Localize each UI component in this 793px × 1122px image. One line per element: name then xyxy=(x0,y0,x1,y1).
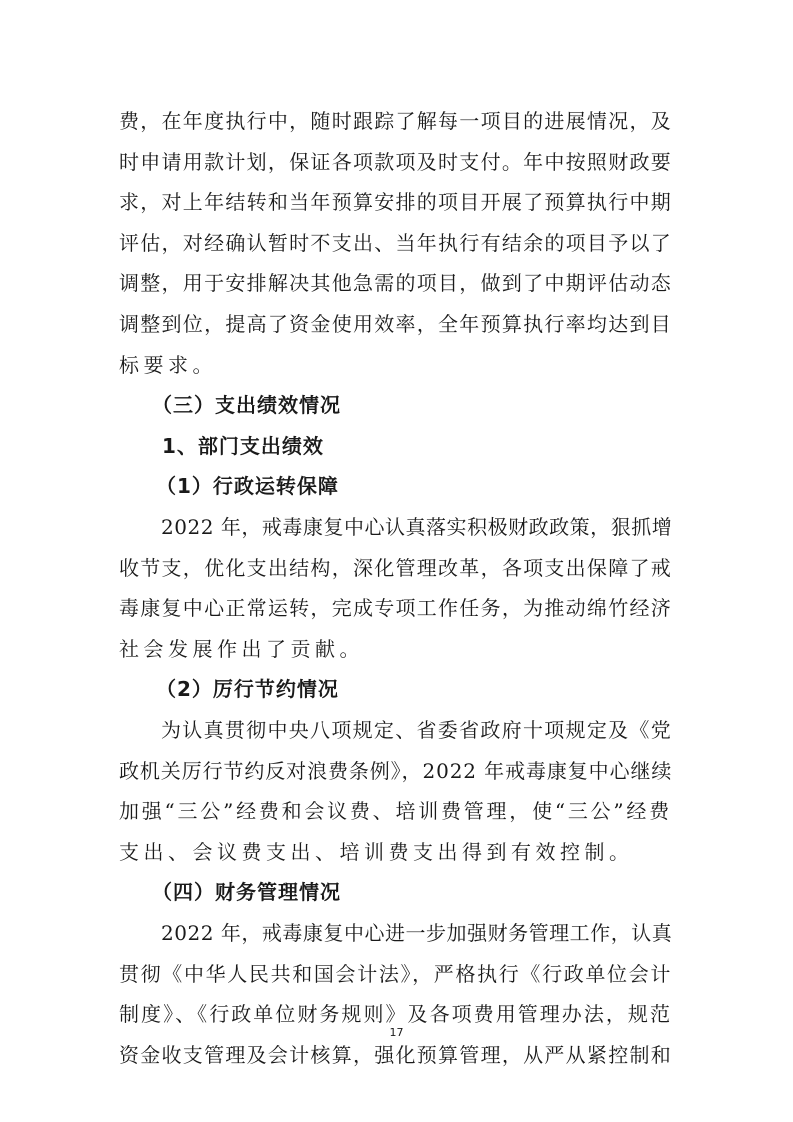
section-heading: （四）财务管理情况 xyxy=(152,880,341,905)
subsubsection-heading: （2）厉行节约情况 xyxy=(156,677,339,702)
paragraph-line: 支出、会议费支出、培训费支出得到有效控制。 xyxy=(119,839,634,864)
paragraph-line: 社会发展作出了贡献。 xyxy=(119,636,364,661)
paragraph-line: 为认真贯彻中央八项规定、省委省政府十项规定及《党 xyxy=(161,718,672,742)
paragraph-line: 调整到位，提高了资金使用效率，全年预算执行率均达到目 xyxy=(119,312,672,336)
paragraph-line: 调整，用于安排解决其他急需的项目，做到了中期评估动态 xyxy=(119,271,672,296)
paragraph-line: 标要求。 xyxy=(119,352,217,377)
paragraph-line: 费，在年度执行中，随时跟踪了解每一项目的进展情况，及 xyxy=(119,109,672,133)
paragraph-line: 2022 年，戒毒康复中心认真落实积极财政政策，狠抓增 xyxy=(161,515,673,539)
paragraph-line: 资金收支管理及会计核算，强化预算管理，从严从紧控制和 xyxy=(119,1042,672,1067)
section-heading: （三）支出绩效情况 xyxy=(152,393,341,418)
paragraph-line: 时申请用款计划，保证各项款项及时支付。年中按照财政要 xyxy=(119,149,672,174)
page-number: 17 xyxy=(389,1026,404,1039)
subsubsection-heading: （1）行政运转保障 xyxy=(156,474,339,499)
paragraph-line: 加强“三公”经费和会议费、培训费管理，使“三公”经费 xyxy=(119,799,672,824)
paragraph-line: 制度》、《行政单位财务规则》及各项费用管理办法，规范 xyxy=(119,1002,672,1027)
paragraph-line: 政机关厉行节约反对浪费条例》，2022 年戒毒康复中心继续 xyxy=(119,758,673,783)
paragraph-line: 贯彻《中华人民共和国会计法》，严格执行《行政单位会计 xyxy=(119,961,672,986)
paragraph-line: 求，对上年结转和当年预算安排的项目开展了预算执行中期 xyxy=(119,190,672,215)
paragraph-line: 收节支，优化支出结构，深化管理改革，各项支出保障了戒 xyxy=(119,555,672,580)
paragraph-line: 毒康复中心正常运转，完成专项工作任务，为推动绵竹经济 xyxy=(119,596,672,621)
paragraph-line: 2022 年，戒毒康复中心进一步加强财务管理工作，认真 xyxy=(161,921,673,945)
paragraph-line: 评估，对经确认暂时不支出、当年执行有结余的项目予以了 xyxy=(119,230,672,255)
subsection-heading: 1、部门支出绩效 xyxy=(162,433,324,458)
